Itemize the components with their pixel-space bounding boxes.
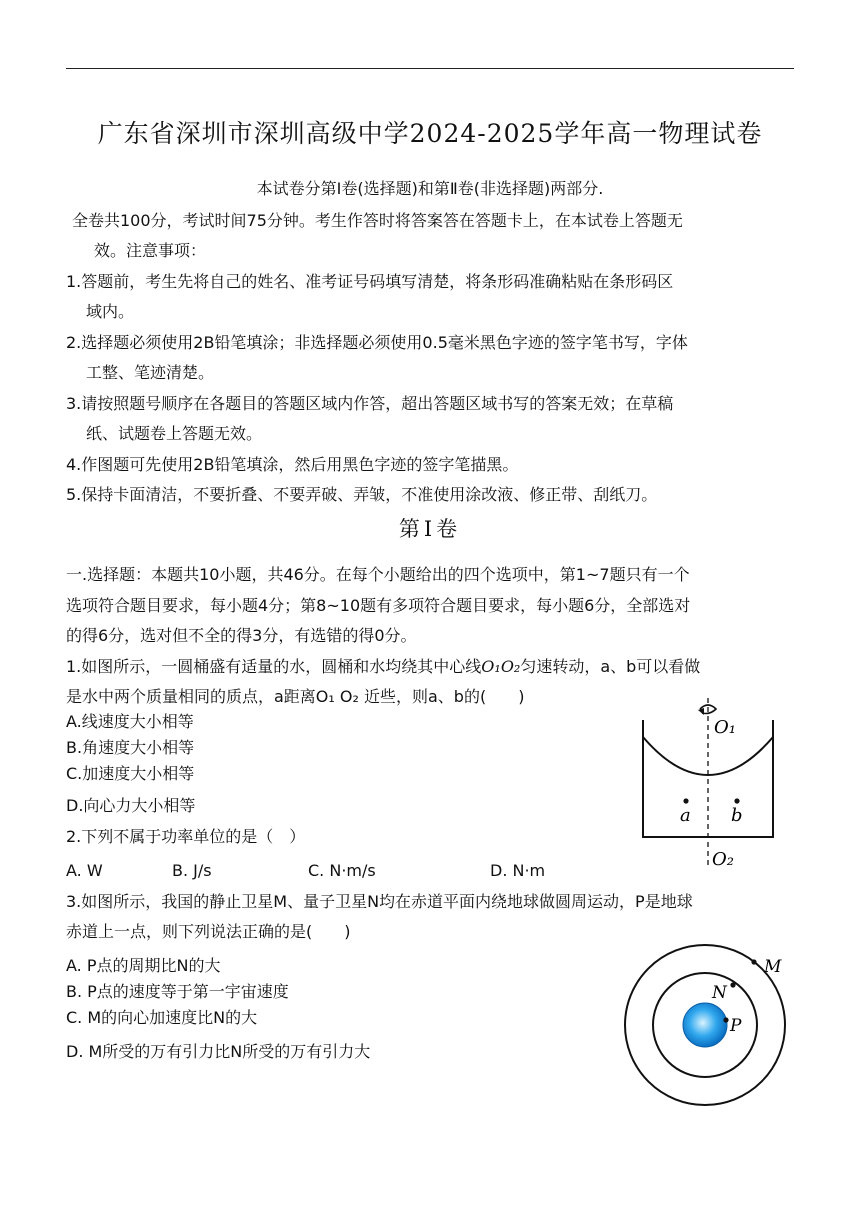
intro-line: 本试卷分第Ⅰ卷(选择题)和第Ⅱ卷(非选择题)两部分. <box>256 179 604 198</box>
q1-figure-bucket <box>630 695 790 875</box>
q3-stem-line1: 3.如图所示，我国的静止卫星M、量子卫星N均在赤道平面内绕地球做圆周运动，P是地球 <box>66 892 693 911</box>
q1-point-a <box>683 798 688 803</box>
notice-item: 3.请按照题号顺序在各题目的答题区域内作答，超出答题区域书写的答案无效；在草稿 <box>66 394 674 413</box>
q1-option-c: C.加速度大小相等 <box>66 764 195 783</box>
q3-label-p: P <box>730 1016 742 1036</box>
point-p <box>723 1017 728 1022</box>
q3-option-c: C. M的向心加速度比N的大 <box>66 1008 258 1027</box>
q1-option-a: A.线速度大小相等 <box>66 712 194 731</box>
part-header-line: 选项符合题目要求，每小题4分；第8~10题有多项符合题目要求，每小题6分，全部选对 <box>66 596 691 615</box>
q1-option-b: B.角速度大小相等 <box>66 738 195 757</box>
intro-line: 效。注意事项： <box>94 241 207 260</box>
q1-stem-line2: 是水中两个质量相同的质点，a距离O₁ O₂ 近些，则a、b的( ) <box>66 687 525 706</box>
q3-stem-line2: 赤道上一点，则下列说法正确的是( ) <box>66 922 351 941</box>
q1-stem-a: 1.如图所示，一圆桶盛有适量的水，圆桶和水均绕其中心线 <box>66 657 482 676</box>
q2-stem: 2.下列不属于功率单位的是（ ） <box>66 827 306 846</box>
q2-option-d: D. N·m <box>490 861 546 880</box>
notice-item-cont: 域内。 <box>86 302 135 321</box>
q3-figure-orbits <box>612 940 812 1110</box>
notice-item: 2.选择题必须使用2B铅笔填涂；非选择题必须使用0.5毫米黑色字迹的签字笔书写，字体 <box>66 333 688 352</box>
q2-option-a: A. W <box>66 861 103 880</box>
q1-label-b: b <box>731 805 743 826</box>
satellite-m <box>751 959 756 964</box>
notice-item: 4.作图题可先使用2B铅笔填涂，然后用黑色字迹的签字笔描黑。 <box>66 455 519 474</box>
notice-item: 5.保持卡面清洁，不要折叠、不要弄破、弄皱，不准使用涂改液、修正带、刮纸刀。 <box>66 485 658 504</box>
notice-item-cont: 纸、试题卷上答题无效。 <box>86 424 263 443</box>
q1-label-o2: O₂ <box>712 849 734 870</box>
q3-option-a: A. P点的周期比N的大 <box>66 956 221 975</box>
section-title: 第Ⅰ卷 <box>398 517 462 541</box>
q1-stem-b: 匀速转动，a、b可以看做 <box>520 657 701 676</box>
q2-option-c: C. N·m/s <box>308 861 376 880</box>
q3-label-m: M <box>764 957 782 977</box>
part-header-line: 的得6分，选对但不全的得3分，有选错的得0分。 <box>66 626 417 645</box>
earth <box>683 1003 727 1047</box>
satellite-n <box>730 982 735 987</box>
q2-option-b: B. J/s <box>172 861 212 880</box>
q3-option-d: D. M所受的万有引力比N所受的万有引力大 <box>66 1042 371 1061</box>
header-rule <box>66 68 794 69</box>
intro-line: 全卷共100分，考试时间75分钟。考生作答时将答案答在答题卡上，在本试卷上答题无 <box>72 211 683 230</box>
notice-item-cont: 工整、笔迹清楚。 <box>86 363 215 382</box>
notice-item: 1.答题前，考生先将自己的姓名、准考证号码填写清楚，将条形码准确粘贴在条形码区 <box>66 272 674 291</box>
page-title: 广东省深圳市深圳高级中学2024-2025学年高一物理试卷 <box>97 119 763 148</box>
q3-label-n: N <box>712 983 727 1003</box>
q1-stem-line1 <box>66 656 700 678</box>
q1-axis-label: O₁O₂ <box>481 657 521 676</box>
q1-point-b <box>734 798 739 803</box>
part-header-line: 一.选择题：本题共10小题，共46分。在每个小题给出的四个选项中，第1~7题只有一个 <box>66 565 690 584</box>
q1-label-o1: O₁ <box>714 717 736 738</box>
q3-option-b: B. P点的速度等于第一宇宙速度 <box>66 982 289 1001</box>
q1-label-a: a <box>680 805 691 826</box>
q1-option-d: D.向心力大小相等 <box>66 796 196 815</box>
